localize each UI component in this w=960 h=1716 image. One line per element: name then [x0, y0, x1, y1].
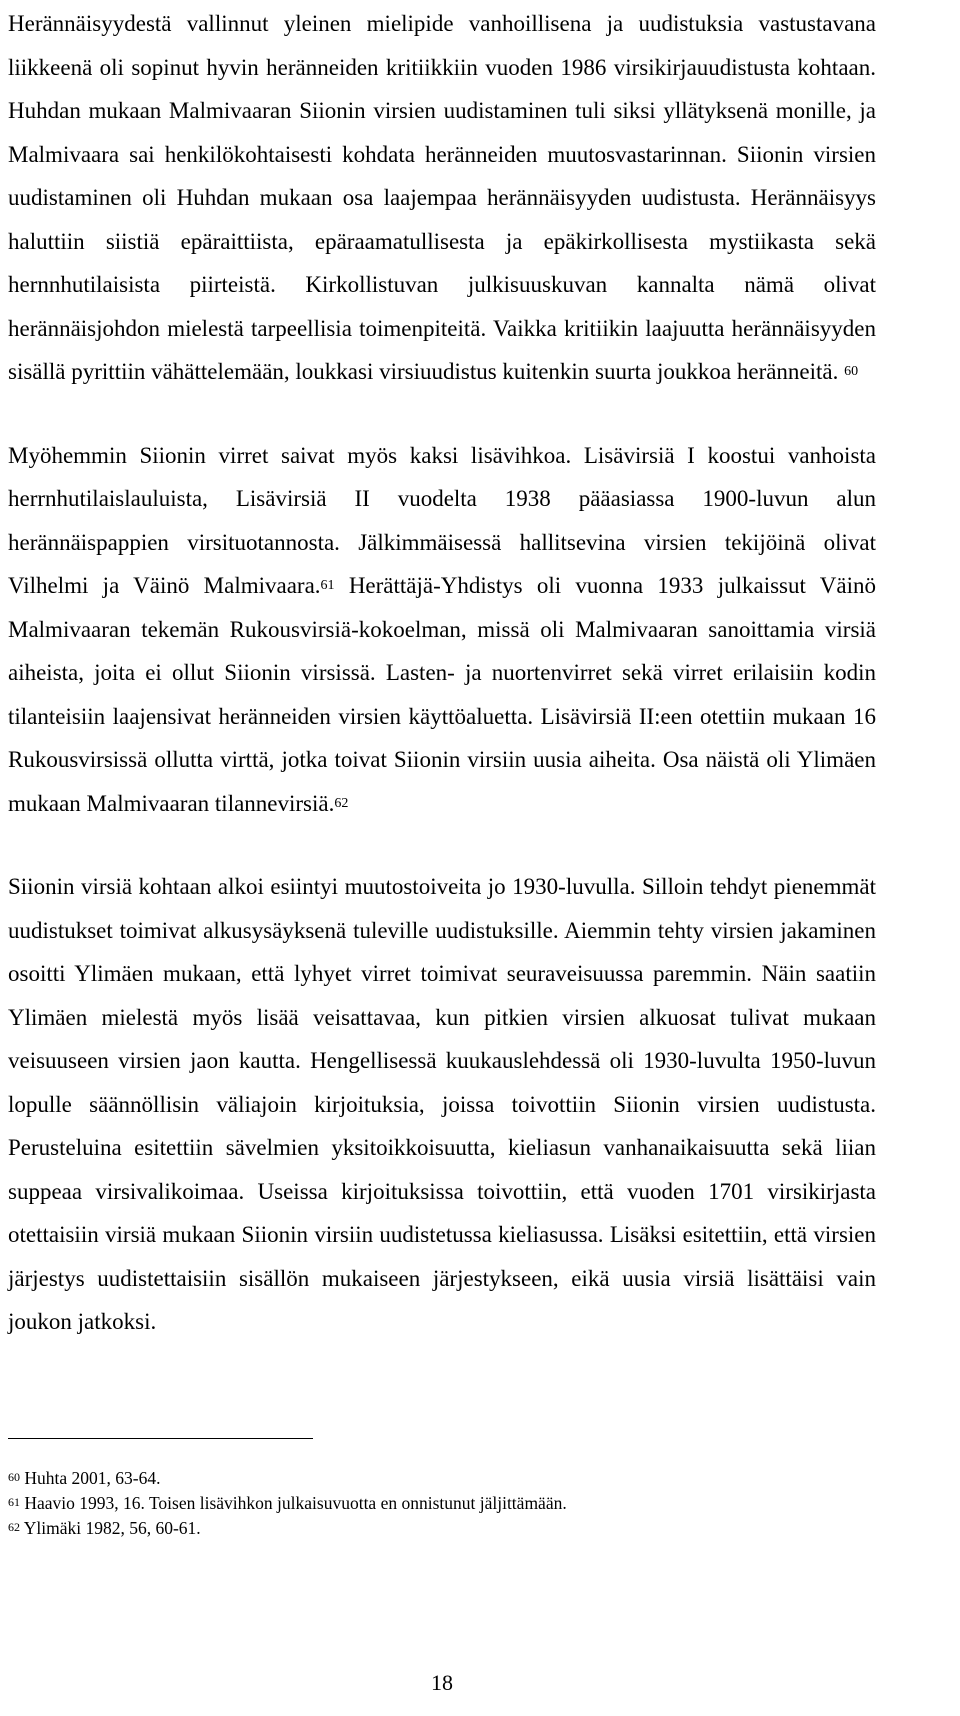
footnote-60 [8, 1466, 876, 1491]
footnotes [8, 1466, 876, 1541]
footnote-separator [8, 1438, 313, 1439]
footnote-text: Haavio 1993, 16. Toisen lisävihkon julkaisuvuotta en onnistunut jäljittämään. [24, 1493, 567, 1513]
paragraph-1 [8, 2, 876, 394]
paragraph-2-text-a: Myöhemmin Siionin virret saivat myös kaksi lisävihkoa. Lisävirsiä I koostui vanhoista herrnhutilaislauluista, Lisävirsiä II vuodelta 1938 pääasiassa 1900-luvun alun herännäispappien virsituotannosta. Jälkimmäisessä hallitsevina virsien tekijöinä olivat Vilhelmi ja Väinö Malmivaara. [8, 442, 876, 598]
footnote-text: Ylimäki 1982, 56, 60-61. [23, 1518, 201, 1538]
page-body [8, 0, 876, 1344]
footnote-text: Huhta 2001, 63-64. [24, 1468, 161, 1488]
footnote-number: 60 [8, 1470, 20, 1484]
footnote-ref-61[interactable]: 61 [320, 578, 335, 593]
footnote-ref-62[interactable]: 62 [334, 795, 349, 811]
paragraph-2 [8, 434, 876, 826]
footnote-61 [8, 1491, 876, 1516]
paragraph-2-text-b: Herättäjä-Yhdistys oli vuonna 1933 julkaissut Väinö Malmivaaran tekemän Rukousvirsiä-kokoelman, missä oli Malmivaaran sanoittamia virsiä aiheista, joita ei ollut Siionin virsissä. Lasten- ja nuortenvirret sekä virret erilaisiin kodin tilanteisiin laajensivat heränneiden virsien käyttöaluetta. Lisävirsiä II:een otettiin mukaan 16 Rukousvirsissä ollutta virttä, jotka toivat Siionin virsiin uusia aiheita. Osa näistä oli Ylimäen mukaan Malmivaaran tilannevirsiä. [8, 573, 876, 816]
footnote-62 [8, 1516, 876, 1541]
footnote-ref-60[interactable]: 60 [844, 364, 859, 379]
page-number: 18 [431, 1670, 453, 1695]
footnote-number: 61 [8, 1495, 20, 1509]
paragraph-3 [8, 865, 876, 1344]
footnote-number: 62 [8, 1520, 20, 1534]
paragraph-3-text: Siionin virsiä kohtaan alkoi esiintyi muutostoiveita jo 1930-luvulla. Silloin tehdyt pienemmät uudistukset toimivat alkusysäyksenä tuleville uudistuksille. Aiemmin tehty virsien jakaminen osoitti Ylimäen mukaan, että lyhyet virret toimivat seuraveisuussa paremmin. Näin saatiin Ylimäen mielestä myös lisää veisattavaa, kun pitkien virsien alkuosat tulivat mukaan veisuuseen virsien jaon kautta. Hengellisessä kuukauslehdessä oli 1930-luvulta 1950-luvun lopulle säännöllisin väliajoin kirjoituksia, joissa toivottiin Siionin virsien uudistusta. Perusteluina esitettiin sävelmien yksitoikkoisuutta, kieliasun vanhanaikaisuutta sekä liian suppeaa virsivalikoimaa. Useissa kirjoituksissa toivottiin, että vuoden 1701 virsikirjasta otettaisiin virsiä mukaan Siionin virsiin uudistetussa kieliasussa. Lisäksi esitettiin, että virsien järjestys uudistettaisiin sisällön mukaiseen järjestykseen, eikä uusia virsiä lisättäisi vain joukon jatkoksi. [8, 874, 876, 1334]
paragraph-1-text: Herännäisyydestä vallinnut yleinen mielipide vanhoillisena ja uudistuksia vastustavana liikkeenä oli sopinut hyvin heränneiden kritiikkiin vuoden 1986 virsikirjauudistusta kohtaan. Huhdan mukaan Malmivaaran Siionin virsien uudistaminen tuli siksi yllätyksenä monille, ja Malmivaara sai henkilökohtaisesti kohdata heränneiden muutosvastarinnan. Siionin virsien uudistaminen oli Huhdan mukaan osa laajempaa herännäisyyden uudistusta. Herännäisyys haluttiin siistiä epäraittiista, epäraamatullisesta ja epäkirkollisesta mystiikasta sekä hernnhutilaisista piirteistä. Kirkollistuvan julkisuuskuvan kannalta nämä olivat herännäisjohdon mielestä tarpeellisia toimenpiteitä. Vaikka kritiikin laajuutta herännäisyyden sisällä pyrittiin vähättelemään, loukkasi virsiuudistus kuitenkin suurta joukkoa heränneitä. [8, 11, 876, 384]
